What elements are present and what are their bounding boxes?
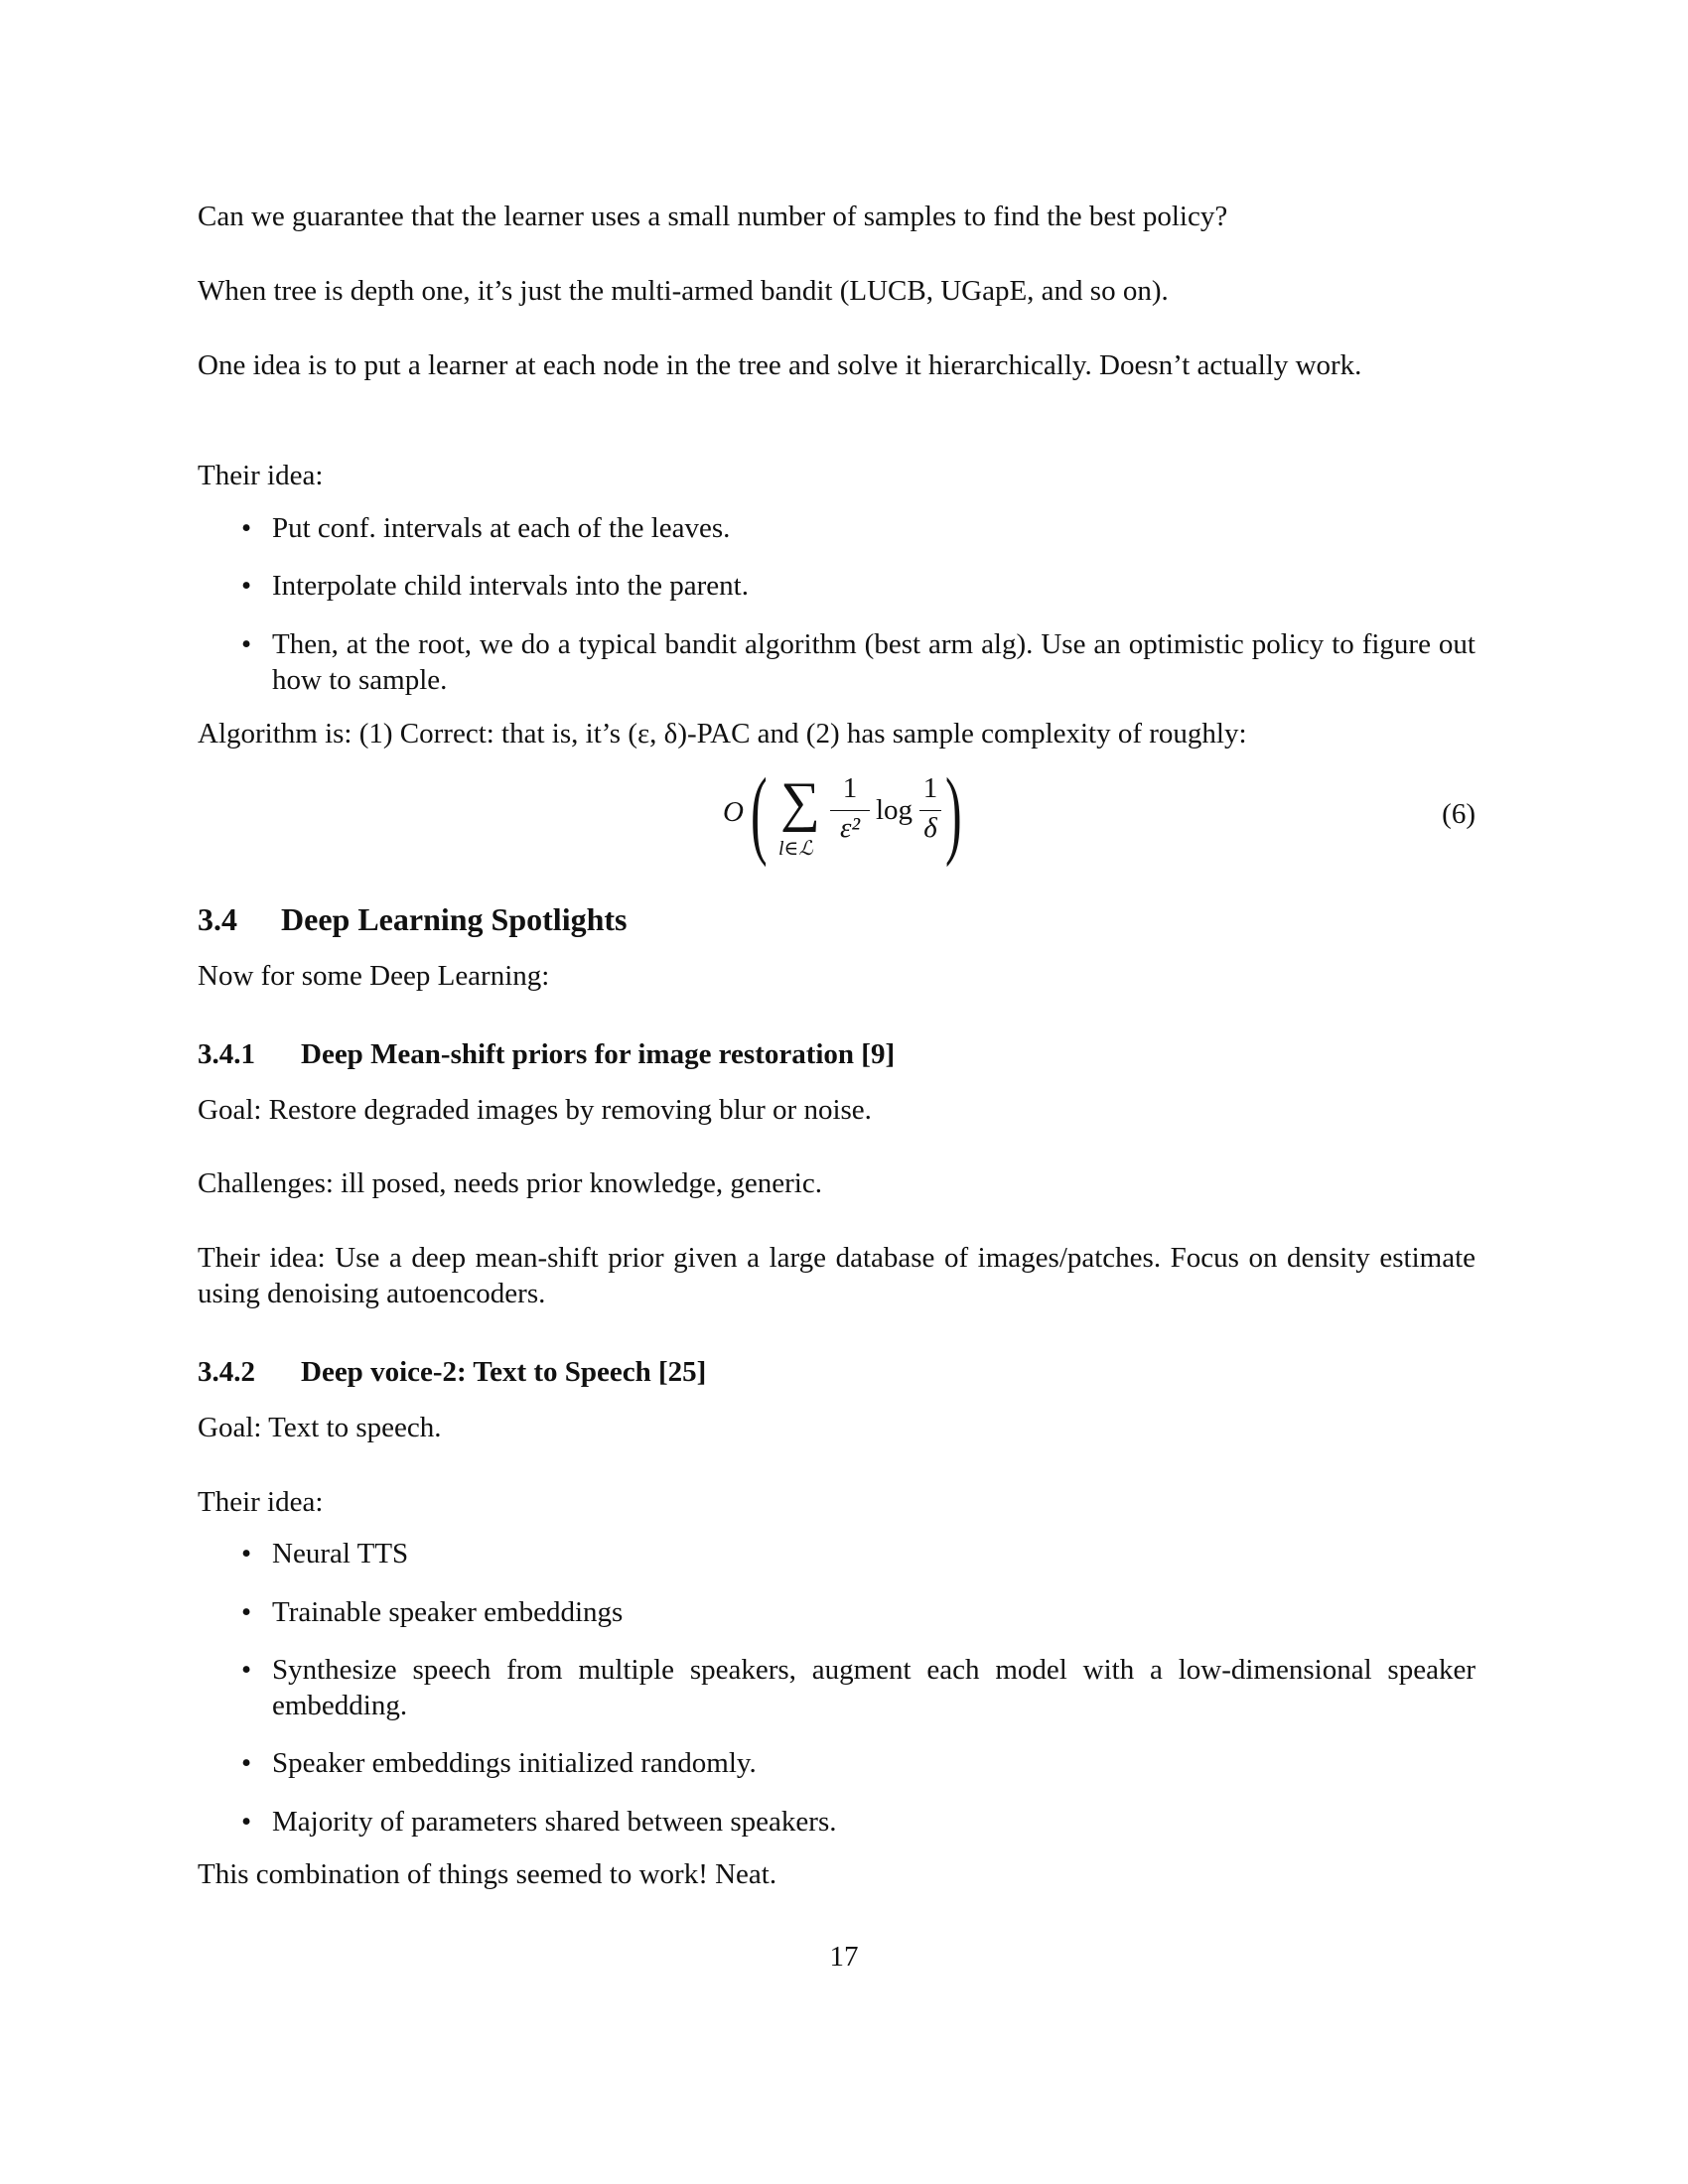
subsection-heading — [198, 1035, 895, 1073]
list-item — [241, 1652, 1476, 1723]
list-item-text: Majority of parameters shared between speakers. — [272, 1806, 837, 1838]
paragraph: Algorithm is: (1) Correct: that is, it’s (ε, δ)-PAC and (2) has sample complexity of roughly: — [198, 718, 1247, 750]
subsection-number: 3.4.2 — [198, 1356, 255, 1388]
paragraph: Goal: Text to speech. — [198, 1412, 442, 1443]
paragraph: Goal: Restore degraded images by removing blur or noise. — [198, 1094, 872, 1126]
paragraph: Their idea: Use a deep mean-shift prior given a large database of images/patches. Focus on density estimate using denoising autoencoders. — [198, 1242, 1476, 1309]
paragraph: When tree is depth one, it’s just the multi-armed bandit (LUCB, UGapE, and so on). — [198, 275, 1169, 307]
list-item-text: Put conf. intervals at each of the leaves. — [272, 512, 731, 544]
eq-den: ε² — [839, 812, 861, 844]
paragraph: One idea is to put a learner at each node in the tree and solve it hierarchically. Doesn’t actually work. — [198, 349, 1362, 381]
list-item — [241, 1536, 1476, 1571]
paragraph: Can we guarantee that the learner uses a small number of samples to find the best policy? — [198, 201, 1228, 232]
section-heading — [198, 899, 627, 939]
subsection-title: Deep voice-2: Text to Speech [25] — [301, 1356, 707, 1388]
paragraph: Challenges: ill posed, needs prior knowledge, generic. — [198, 1167, 822, 1199]
bullet-icon: • — [241, 1596, 252, 1628]
paragraph: Now for some Deep Learning: — [198, 960, 550, 992]
equation — [715, 757, 973, 874]
list-item-text: Trainable speaker embeddings — [272, 1596, 624, 1628]
page-number: 17 — [829, 1941, 859, 1973]
bullet-icon: • — [241, 512, 252, 544]
list-item — [241, 1594, 1476, 1630]
bullet-icon: • — [241, 1806, 252, 1838]
subsection-title: Deep Mean-shift priors for image restoration [9] — [301, 1038, 896, 1070]
eq-num2: 1 — [922, 772, 938, 804]
paragraph: Their idea: — [198, 460, 324, 491]
subsection-heading — [198, 1353, 706, 1391]
list-item — [241, 568, 1476, 604]
list-item-text: Speaker embeddings initialized randomly. — [272, 1747, 757, 1779]
eq-paren-right: ) — [945, 757, 962, 868]
eq-num: 1 — [842, 772, 858, 804]
list-item — [241, 1745, 1476, 1781]
section-number: 3.4 — [198, 901, 237, 937]
list-item — [241, 1804, 1476, 1840]
bullet-icon: • — [241, 570, 252, 602]
list-item — [241, 626, 1476, 698]
list-item — [241, 510, 1476, 546]
bullet-icon: • — [241, 628, 252, 660]
eq-paren-left: ( — [751, 757, 768, 868]
list-item-text: Then, at the root, we do a typical bandit algorithm (best arm alg). Use an optimistic policy to figure out how to sample. — [272, 628, 1476, 696]
section-title: Deep Learning Spotlights — [281, 901, 628, 937]
bullet-icon: • — [241, 1654, 252, 1686]
list-item-text: Interpolate child intervals into the parent. — [272, 570, 749, 602]
eq-den2: δ — [923, 812, 937, 844]
paragraph: Their idea: — [198, 1486, 324, 1518]
equation-number: (6) — [1442, 798, 1476, 830]
list-item-text: Neural TTS — [272, 1538, 409, 1570]
bullet-icon: • — [241, 1538, 252, 1570]
subsection-number: 3.4.1 — [198, 1038, 255, 1070]
eq-sum: ∑ — [780, 771, 820, 833]
paragraph: This combination of things seemed to work! Neat. — [198, 1858, 777, 1890]
bullet-icon: • — [241, 1747, 252, 1779]
eq-sum-sub: l∈ℒ — [778, 838, 813, 860]
list-item-text: Synthesize speech from multiple speakers, augment each model with a low-dimensional speaker embedding. — [272, 1654, 1476, 1721]
eq-O: O — [723, 796, 744, 828]
eq-log: log — [876, 794, 914, 826]
